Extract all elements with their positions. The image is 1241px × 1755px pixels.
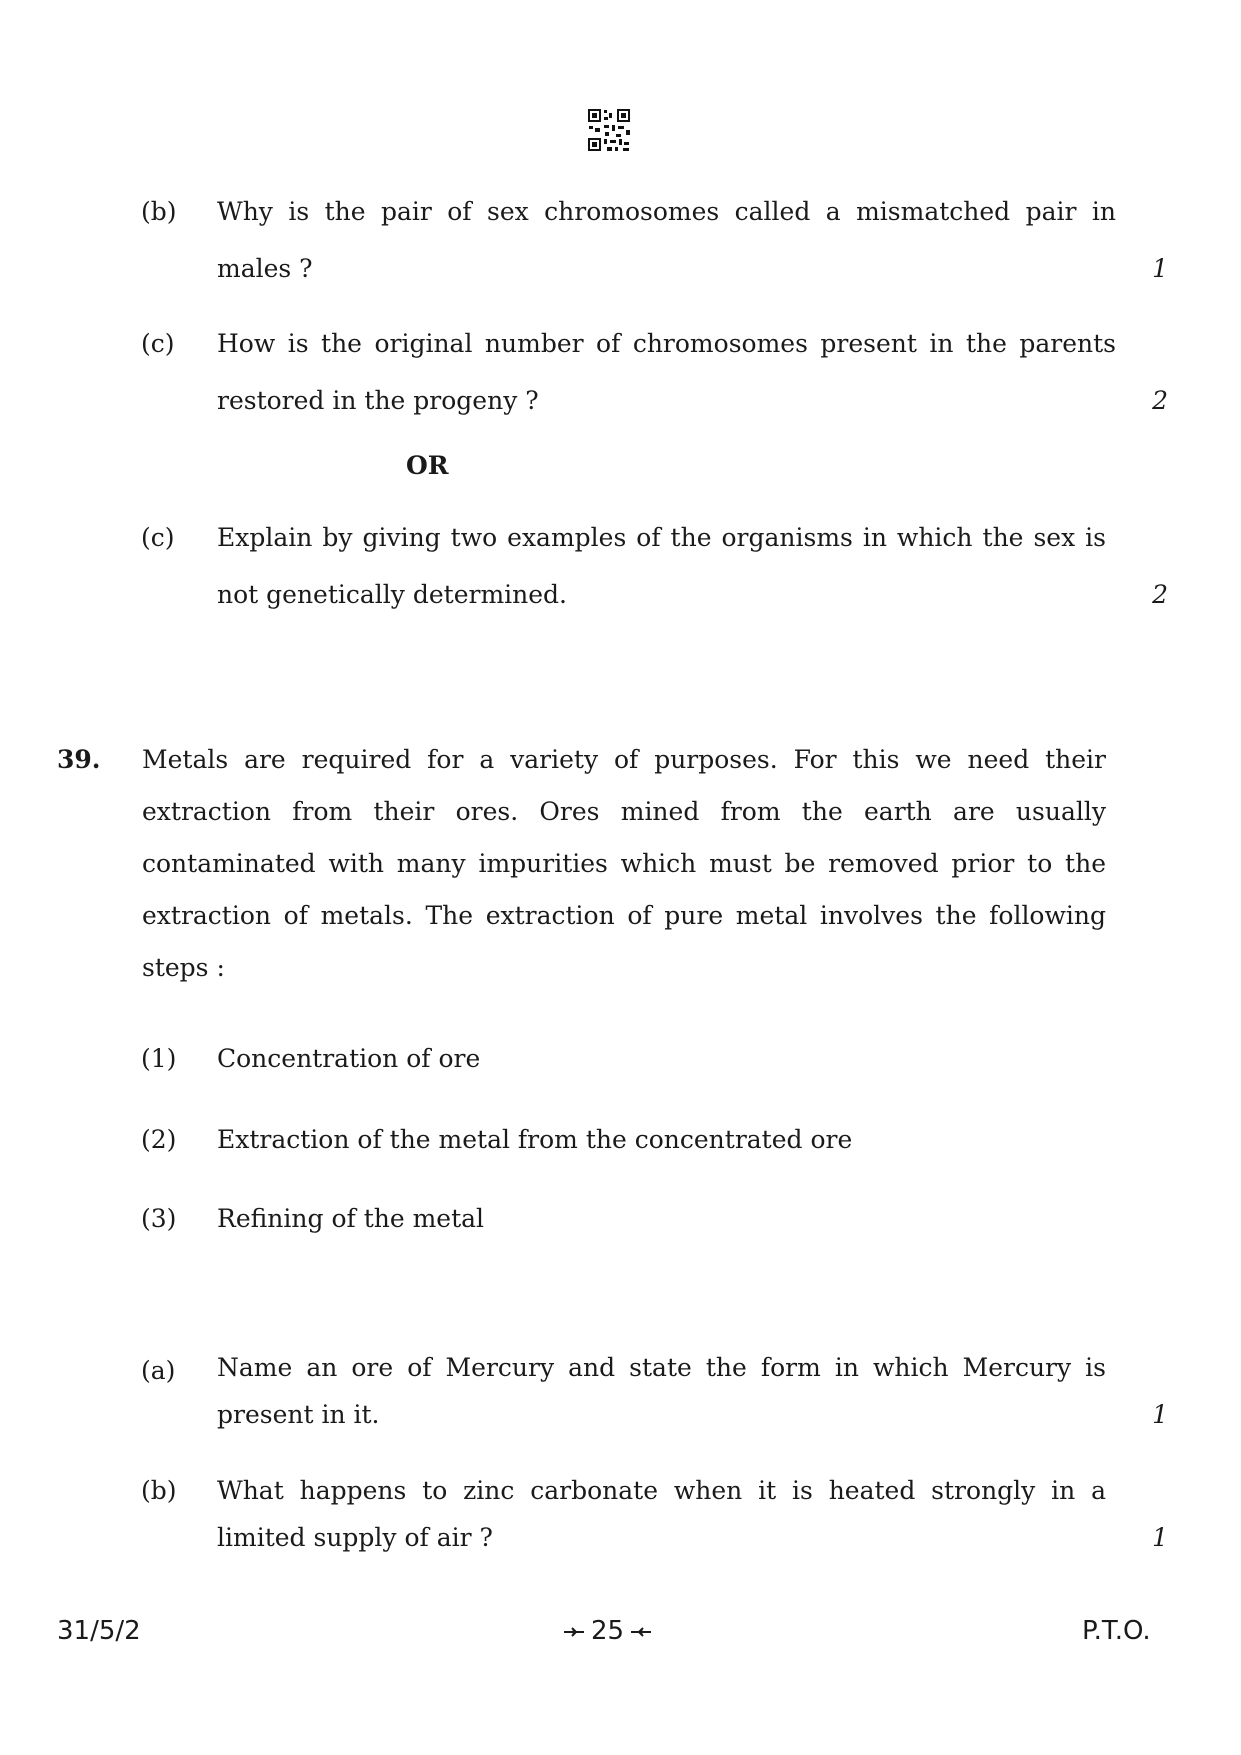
part-c-alt-label: (c) <box>141 523 175 552</box>
part-b-line1: Why is the pair of sex chromosomes called a mismatched pair in <box>217 197 1116 226</box>
part-c-alt-line2: not genetically determined. <box>217 580 567 609</box>
q39-part-b-marks: 1 <box>1152 1523 1168 1552</box>
q39-part-b-line1: What happens to zinc carbonate when it is heated strongly in a <box>217 1476 1106 1505</box>
q39-part-a-line2: present in it. <box>217 1400 380 1429</box>
q39-part-a-label: (a) <box>141 1356 176 1385</box>
page-number: 25 <box>591 1616 625 1646</box>
ornament-left-icon <box>563 1616 585 1646</box>
q39-part-a-marks: 1 <box>1152 1400 1168 1429</box>
or-divider: OR <box>406 451 449 480</box>
page-number-group <box>563 1616 652 1646</box>
paper-code: 31/5/2 <box>57 1616 141 1646</box>
part-b-marks: 1 <box>1152 254 1168 283</box>
step-text: Refining of the metal <box>217 1204 485 1233</box>
paragraph-line: contaminated with many impurities which must be removed prior to the <box>142 849 1106 878</box>
part-c-label: (c) <box>141 329 175 358</box>
q39-part-a-line1: Name an ore of Mercury and state the form in which Mercury is <box>217 1353 1106 1382</box>
step-text: Extraction of the metal from the concentrated ore <box>217 1125 853 1154</box>
question-paragraph <box>142 734 1106 994</box>
q39-part-b-label: (b) <box>141 1476 177 1505</box>
step-label: (1) <box>141 1044 177 1073</box>
q39-part-b-line2: limited supply of air ? <box>217 1523 493 1552</box>
part-c-line2: restored in the progeny ? <box>217 386 539 415</box>
ornament-right-icon <box>630 1616 652 1646</box>
qr-code-icon <box>587 108 631 152</box>
paragraph-line: extraction of metals. The extraction of pure metal involves the following <box>142 901 1106 930</box>
part-c-line1: How is the original number of chromosomes present in the parents <box>217 329 1116 358</box>
part-c-alt-line1: Explain by giving two examples of the organisms in which the sex is <box>217 523 1106 552</box>
paragraph-line: Metals are required for a variety of purposes. For this we need their <box>142 745 1106 774</box>
step-text: Concentration of ore <box>217 1044 481 1073</box>
step-label: (3) <box>141 1204 177 1233</box>
part-c-marks: 2 <box>1152 386 1168 415</box>
part-c-alt-marks: 2 <box>1152 580 1168 609</box>
step-label: (2) <box>141 1125 177 1154</box>
paragraph-line: extraction from their ores. Ores mined from the earth are usually <box>142 797 1106 826</box>
paragraph-line: steps : <box>142 953 225 982</box>
pto-label: P.T.O. <box>1082 1616 1151 1646</box>
question-number: 39. <box>57 745 101 774</box>
part-b-line2: males ? <box>217 254 313 283</box>
part-b-label: (b) <box>141 197 177 226</box>
